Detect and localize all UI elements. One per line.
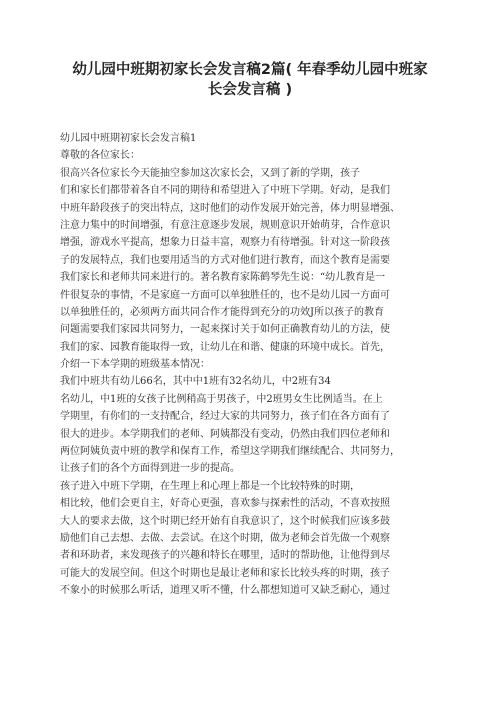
text-line: 相比较，他们会更自主，好奇心更强，喜欢参与探索性的活动，不喜欢按照 <box>60 498 390 510</box>
document-title <box>40 60 460 100</box>
text-line: 注意力集中的时间增强，有意注意逐步发展，规则意识开始萌芽，合作意识 <box>60 219 390 231</box>
text-line: 尊敬的各位家长： <box>60 150 140 162</box>
text-line: 介绍一下本学期的班级基本情况： <box>60 359 210 371</box>
text-line: 增强，游戏水平提高，想象力日益丰富，观察力有待增强。针对这一阶段孩 <box>60 237 390 249</box>
text-line: 让孩子们的各个方面得到进一步的提高。 <box>60 463 240 475</box>
title-line-1: 幼儿园中班期初家长会发言稿2篇( 年春季幼儿园中班家 <box>72 62 428 78</box>
text-line: 幼儿园中班期初家长会发言稿1 <box>60 133 197 144</box>
text-line: 可能大的发展空间。但这个时期也是最让老师和家长比较头疼的时期，孩子 <box>60 567 390 579</box>
text-line: 大人的要求去做，这个时期已经开始有自我意识了，这个时候我们应该多鼓 <box>60 515 390 527</box>
text-line: 很大的进步。本学期我们的老师、阿姨都没有变动，仍然由我们四位老师和 <box>60 428 390 440</box>
title-line-2: 长会发言稿 ) <box>207 82 293 98</box>
text-line: 以单独胜任的，必须两方面共同合作才能得到充分的功效J所以孩子的教育 <box>60 306 385 318</box>
text-line: 们和家长们都带着各自不同的期待和希望进入了中班下学期。好动，是我们 <box>60 185 390 197</box>
document-body <box>60 130 440 600</box>
text-line: 我们家长和老师共同来进行的。著名教育家陈鹤琴先生说：“幼儿教育是一 <box>60 272 386 284</box>
text-line: 我们的家、园教育能取得一致，让幼儿在和谐、健康的环境中成长。首先， <box>60 341 390 353</box>
text-line: 不象小的时候那么听话，道理又听不懂，什么都想知道可又缺乏耐心，通过 <box>60 585 390 597</box>
text-line: 名幼儿，中1班的女孩子比例稍高于男孩子，中2班男女生比例适当。在上 <box>60 393 383 405</box>
text-line: 学期里，有你们的一支持配合，经过大家的共同努力，孩子们在各方面有了 <box>60 411 390 423</box>
text-line: 孩子进入中班下学期，在生理上和心理上都是一个比较特殊的时期， <box>60 480 360 492</box>
text-line: 件很复杂的事情，不是家庭一方面可以单独胜任的，也不是幼儿园一方面可 <box>60 289 390 301</box>
text-line: 子的发展特点，我们也要用适当的方式对他们进行教育，而这个教育是需要 <box>60 254 390 266</box>
text-line: 两位阿姨负责中班的教学和保育工作，希望这学期我们继续配合、共同努力， <box>60 446 400 458</box>
text-line: 问题需要我们家园共同努力，一起来探讨关于如何正确教育幼儿的方法，使 <box>60 324 390 336</box>
text-line: 励他们自己去想、去做、去尝试。在这个时期，做为老师会首先做一个观察 <box>60 532 390 544</box>
text-line: 中班年龄段孩子的突出特点，这时他们的动作发展开始完善，体力明显增强、 <box>60 202 400 214</box>
text-line: 很高兴各位家长今天能抽空参加这次家长会，又到了新的学期，孩子 <box>60 167 360 179</box>
text-line: 者和环助者，来发现孩子的兴趣和特长在哪里，适时的帮助他，让他得到尽 <box>60 550 390 562</box>
text-line: 我们中班共有幼儿66名，其中中1班有32名幼儿，中2班有34 <box>60 376 331 388</box>
